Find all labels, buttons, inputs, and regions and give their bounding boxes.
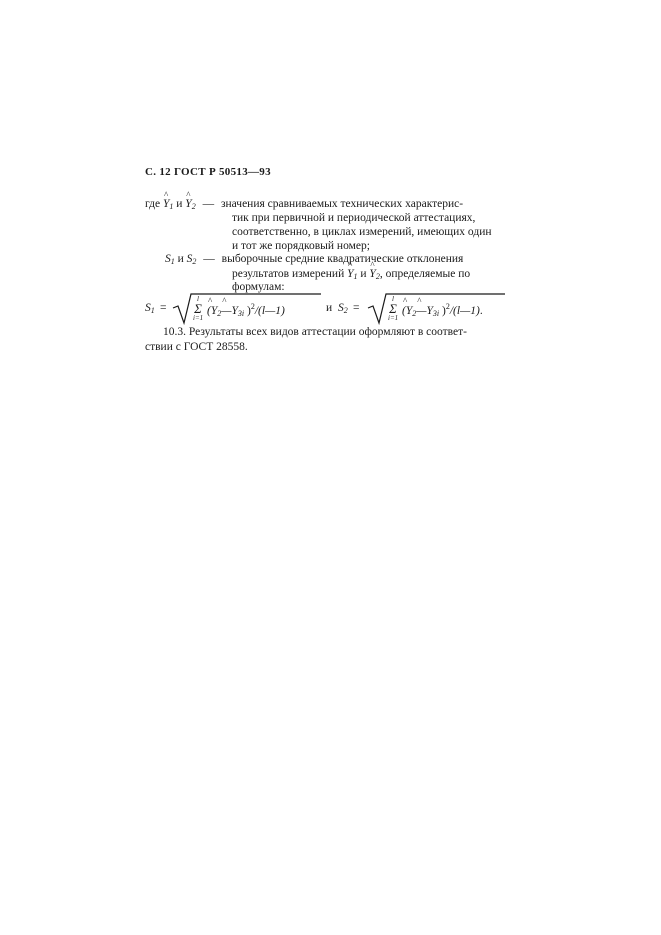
definition-2-line-1: $S_1$ и $S_2$ — выборочные средние квадратические отклонения [165,253,464,266]
formula-lhs-s2: $S_2$ [338,302,348,315]
paragraph-10-3-line-1: 10.3. Результаты всех видов аттестации оформляют в соответ- [163,326,467,338]
var-y1: ^ $Y_1$ [163,197,173,214]
def1-text-1: значения сравниваемых технических характерис- [220,198,464,210]
definition-2-line-3: формулам: [232,281,285,293]
formula-equals-2: = [353,302,360,314]
where-word: где [145,198,161,210]
var-s1: $S_1$ [165,253,175,266]
formula-block [145,290,525,328]
formula-term-2: ^ ($Y_2\^{}$ $—Y_{3i}$ )$^2$/(l—1). [402,302,483,318]
formula-and: и [326,302,333,314]
dash: — [202,198,215,210]
definition-1-line-3: соответственно, в циклах измерений, имеющих один [232,226,492,238]
and-word: и [176,198,183,210]
var-y2: ^ $Y_2$ [185,197,195,214]
formula-equals-1: = [160,302,167,314]
var-s2: $S_2$ [186,253,197,266]
formula-lhs-s1: $S_1$ [145,302,155,315]
formula-term-1: ^ ($Y_2\^{}$ $—Y_{3i}$ )$^2$/(l—1) [207,302,285,318]
paragraph-10-3-line-2: ствии с ГОСТ 28558. [145,341,248,353]
definition-1-line-2: тик при первичной и периодической аттестациях, [232,212,476,224]
definition-2-line-2: результатов измерений ^ $Y_1$ и ^ $Y_2$, определяемые по [232,267,470,284]
definition-1-line-4: и тот же порядковый номер; [232,240,370,252]
sum-1: l Σ i=1 [193,295,204,322]
sum-2: l Σ i=1 [388,295,399,322]
page-header: С. 12 ГОСТ Р 50513—93 [145,166,271,178]
def2-text-1: выборочные средние квадратические отклонения [221,253,464,265]
